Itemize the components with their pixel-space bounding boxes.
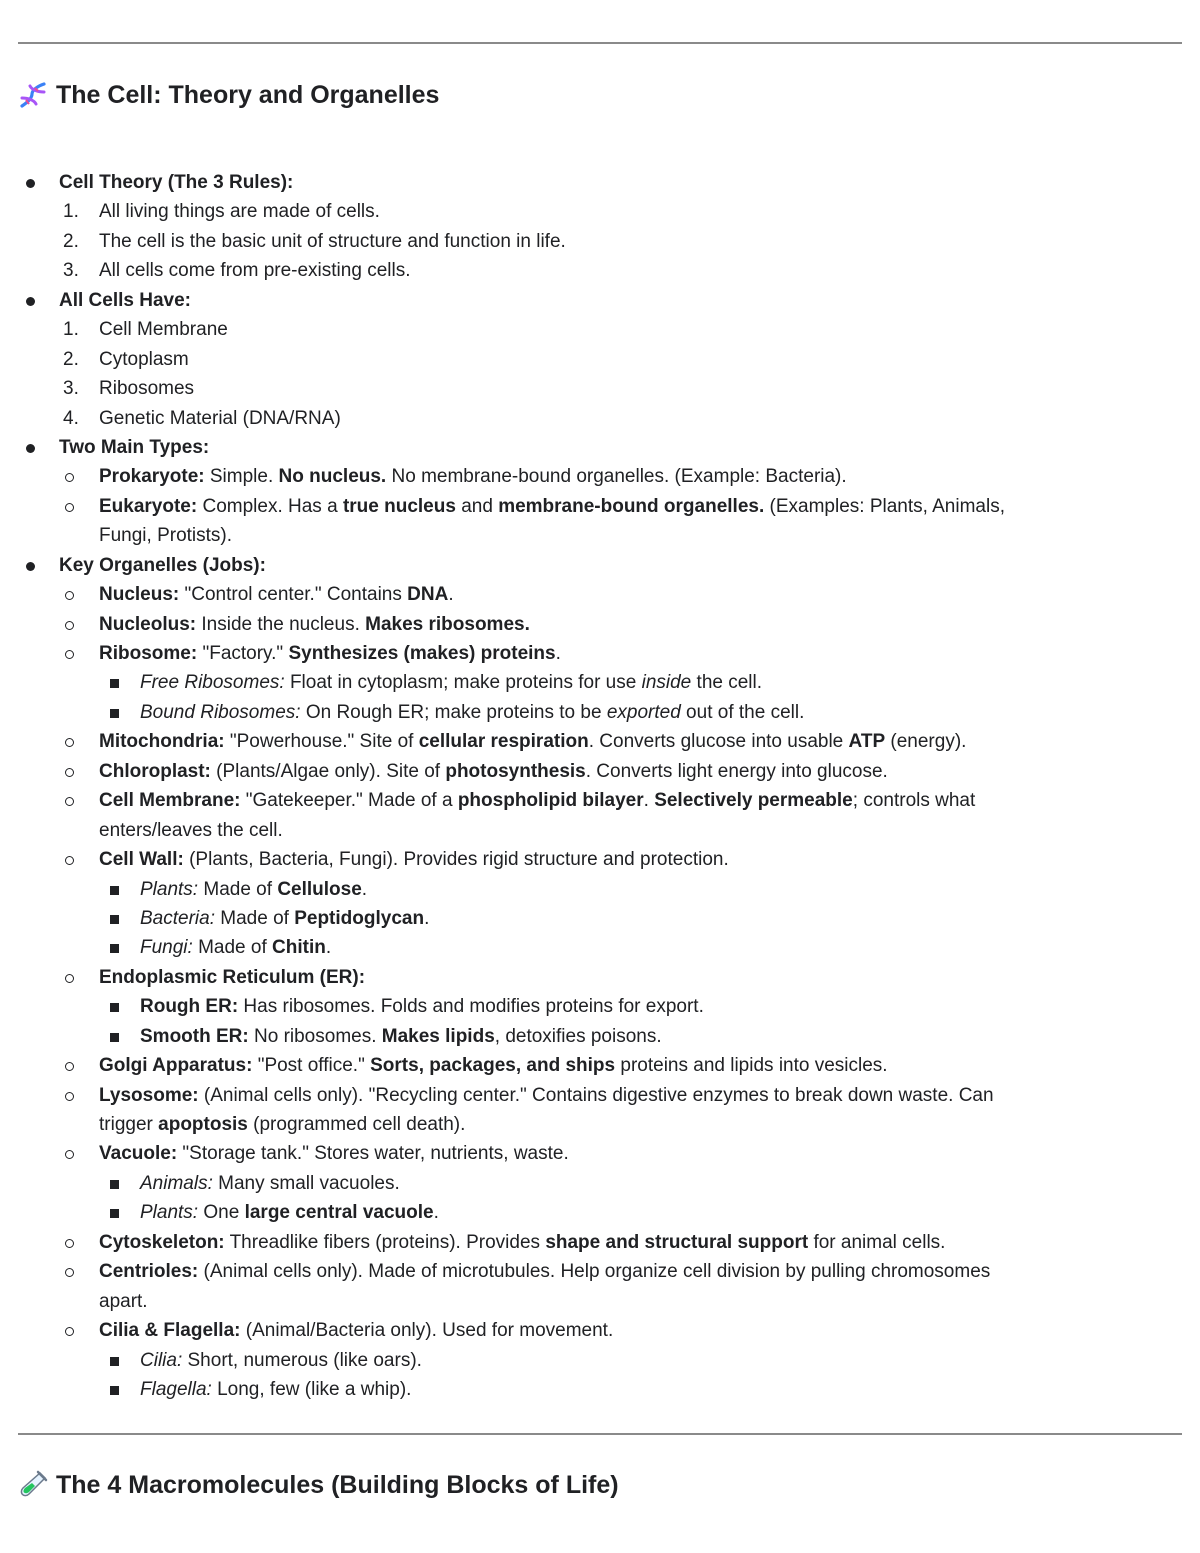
text-segment: Bound Ribosomes: [140, 701, 301, 723]
text-segment: (Examples: Plants, Animals, [764, 495, 1005, 517]
text-segment: membrane-bound organelles. [498, 495, 765, 517]
text-segment: Nucleus: [99, 584, 180, 606]
text-segment: Bacteria: [140, 907, 215, 929]
bullet-circle-icon [65, 768, 74, 777]
text-segment: Smooth ER: [140, 1025, 249, 1047]
bullet-disc-icon [26, 179, 35, 188]
text-segment: Threadlike fibers (proteins). Provides [224, 1231, 546, 1253]
text-segment: Plants: [140, 1202, 199, 1224]
text-segment: Complex. Has a [197, 495, 343, 517]
list-item [0, 1228, 1200, 1257]
text-segment: (Animal/Bacteria only). Used for movement. [240, 1320, 614, 1342]
text-segment: Makes lipids [381, 1025, 495, 1047]
text-segment: Cell Wall: [99, 849, 184, 871]
text-segment: "Control center." Contains [179, 584, 408, 606]
list-item [0, 1198, 1200, 1227]
test-tube-icon [18, 1470, 48, 1500]
text-segment: inside [641, 672, 692, 694]
bullet-square-icon [110, 944, 119, 953]
bullet-circle-icon [65, 1092, 74, 1101]
text-segment: proteins and lipids into vesicles. [615, 1055, 888, 1077]
list-item [0, 1081, 1200, 1110]
bullet-square-icon [110, 1033, 119, 1042]
text-segment: "Post office." [252, 1055, 371, 1077]
list-item [0, 1316, 1200, 1345]
bullet-circle-icon [65, 1062, 74, 1071]
section-heading-macromolecules [18, 1470, 619, 1500]
section-heading-text: The Cell: Theory and Organelles [56, 80, 440, 109]
list-item [0, 992, 1200, 1021]
list-number: 1. [63, 201, 79, 223]
bullet-square-icon [110, 1357, 119, 1366]
text-segment: The cell is the basic unit of structure and function in life. [99, 230, 566, 252]
text-segment: . [555, 643, 561, 664]
text-segment: Synthesizes (makes) proteins [288, 643, 556, 664]
text-segment: Cell Membrane [99, 319, 228, 341]
text-segment: Free Ribosomes: [140, 672, 285, 694]
text-segment: Cell Theory (The 3 Rules): [59, 172, 294, 193]
list-item [0, 315, 1200, 344]
list-item [0, 963, 1200, 992]
list-number: 2. [63, 230, 79, 252]
text-segment: Endoplasmic Reticulum (ER): [99, 966, 366, 988]
text-segment: . Converts light energy into glucose. [585, 760, 888, 782]
text-segment: out of the cell. [680, 701, 805, 723]
text-segment: Golgi Apparatus: [99, 1055, 253, 1077]
section-divider [18, 1433, 1182, 1435]
list-item [0, 727, 1200, 756]
text-segment: Chitin [272, 937, 326, 959]
text-segment: (Animal cells only). "Recycling center." Contains digestive enzymes to break down waste. Can [198, 1084, 994, 1106]
text-segment: . [448, 584, 454, 606]
text-segment: Cilia & Flagella: [99, 1320, 241, 1342]
bullet-circle-icon [65, 621, 74, 630]
text-segment: . Converts glucose into usable [588, 731, 849, 753]
text-segment: Simple. [204, 466, 279, 488]
text-segment: Cytoplasm [99, 348, 189, 370]
text-segment: apart. [99, 1290, 148, 1312]
text-segment: Lysosome: [99, 1084, 199, 1106]
notes-list [0, 168, 1200, 1404]
bullet-circle-icon [65, 974, 74, 983]
text-segment: for animal cells. [808, 1231, 946, 1253]
text-segment: Ribosomes [99, 378, 195, 400]
text-segment: trigger [99, 1114, 159, 1135]
text-segment: photosynthesis [445, 760, 586, 782]
text-segment: Flagella: [140, 1378, 212, 1400]
text-segment: "Gatekeeper." Made of a [240, 790, 458, 812]
text-segment: exported [606, 701, 681, 723]
text-segment: Two Main Types: [59, 436, 210, 458]
text-segment: cellular respiration [418, 731, 589, 753]
text-segment: Vacuole: [99, 1143, 178, 1165]
text-segment: large central vacuole [244, 1202, 434, 1224]
list-item [0, 1022, 1200, 1051]
list-item [0, 551, 1200, 580]
list-item [0, 845, 1200, 874]
bullet-circle-icon [65, 738, 74, 747]
bullet-square-icon [110, 709, 119, 718]
bullet-square-icon [110, 1180, 119, 1189]
list-item [0, 1169, 1200, 1198]
text-segment: DNA [407, 584, 449, 606]
list-item [0, 757, 1200, 786]
text-segment: enters/leaves the cell. [99, 819, 283, 841]
section-heading-text: The 4 Macromolecules (Building Blocks of Life) [56, 1470, 619, 1499]
section-heading-cell [18, 80, 439, 110]
text-segment: (programmed cell death). [247, 1114, 466, 1135]
list-item [0, 904, 1200, 933]
list-item [0, 1139, 1200, 1168]
list-item [0, 197, 1200, 226]
text-segment: Selectively permeable [654, 790, 853, 812]
list-item [0, 1287, 1200, 1316]
bullet-circle-icon [65, 1327, 74, 1336]
list-item [0, 462, 1200, 491]
text-segment: Has ribosomes. Folds and modifies proteins for export. [238, 996, 704, 1018]
text-segment: Prokaryote: [99, 466, 205, 488]
text-segment: (Plants/Algae only). Site of [210, 760, 446, 782]
text-segment: Eukaryote: [99, 495, 198, 517]
list-item [0, 433, 1200, 462]
text-segment: Many small vacuoles. [212, 1172, 400, 1194]
text-segment: Centrioles: [99, 1261, 199, 1283]
list-item [0, 875, 1200, 904]
list-item [0, 933, 1200, 962]
text-segment: Mitochondria: [99, 731, 225, 753]
text-segment: Makes ribosomes. [365, 613, 530, 635]
text-segment: Made of [214, 907, 295, 929]
top-divider [18, 42, 1182, 44]
text-segment: All Cells Have: [59, 289, 191, 311]
text-segment: ; controls what [852, 790, 976, 812]
text-segment: Chloroplast: [99, 760, 211, 782]
text-segment: Float in cytoplasm; make proteins for use [284, 672, 642, 694]
text-segment: (energy). [885, 731, 967, 753]
list-item [0, 1375, 1200, 1404]
text-segment: Ribosome: [99, 643, 198, 664]
text-segment: . [325, 937, 332, 959]
text-segment: One [198, 1202, 245, 1224]
text-segment: Made of [192, 937, 273, 959]
text-segment: the cell. [691, 672, 763, 694]
text-segment: Short, numerous (like oars). [182, 1349, 422, 1371]
text-segment: Peptidoglycan [294, 907, 425, 929]
dna-icon [18, 80, 48, 110]
list-number: 3. [63, 260, 79, 282]
bullet-square-icon [110, 1209, 119, 1218]
text-segment: Animals: [140, 1172, 213, 1194]
text-segment: Fungi: [140, 937, 193, 959]
text-segment: shape and structural support [545, 1231, 809, 1253]
bullet-circle-icon [65, 591, 74, 600]
bullet-circle-icon [65, 1268, 74, 1277]
list-number: 4. [63, 407, 79, 429]
bullet-circle-icon [65, 797, 74, 806]
bullet-disc-icon [26, 297, 35, 306]
bullet-disc-icon [26, 562, 35, 571]
text-segment: All cells come from pre-existing cells. [99, 260, 411, 282]
bullet-square-icon [110, 1386, 119, 1395]
list-item [0, 168, 1200, 197]
list-item [0, 610, 1200, 639]
text-segment: Nucleolus: [99, 613, 197, 635]
text-segment: "Factory." [197, 643, 289, 664]
list-item [0, 668, 1200, 697]
list-item [0, 286, 1200, 315]
text-segment: Inside the nucleus. [196, 613, 366, 635]
list-item [0, 786, 1200, 815]
bullet-disc-icon [26, 444, 35, 453]
text-segment: Made of [198, 878, 278, 900]
list-item [0, 345, 1200, 374]
text-segment: "Storage tank." Stores water, nutrients, waste. [177, 1143, 569, 1165]
text-segment: (Animal cells only). Made of microtubules. Help organize cell division by pulling chromosomes [198, 1261, 991, 1283]
list-number: 2. [63, 348, 79, 370]
text-segment: Plants: [140, 878, 199, 900]
list-item [0, 227, 1200, 256]
list-item [0, 1051, 1200, 1080]
text-segment: Rough ER: [140, 996, 239, 1018]
list-item [0, 698, 1200, 727]
bullet-circle-icon [65, 1239, 74, 1248]
text-segment: No ribosomes. [248, 1025, 382, 1047]
text-segment: apoptosis [158, 1114, 248, 1135]
text-segment: Sorts, packages, and ships [370, 1055, 616, 1077]
list-item [0, 256, 1200, 285]
bullet-circle-icon [65, 473, 74, 482]
list-number: 1. [63, 319, 79, 341]
text-segment: Genetic Material (DNA/RNA) [99, 407, 341, 429]
text-segment: . [433, 1202, 439, 1224]
list-item [0, 639, 1200, 668]
text-segment: On Rough ER; make proteins to be [300, 701, 607, 723]
text-segment: "Powerhouse." Site of [224, 731, 419, 753]
text-segment: Long, few (like a whip). [211, 1378, 412, 1400]
text-segment: ATP [848, 731, 886, 753]
list-item [0, 492, 1200, 521]
text-segment: true nucleus [342, 495, 456, 517]
bullet-circle-icon [65, 503, 74, 512]
text-segment: Cell Membrane: [99, 790, 241, 812]
bullet-square-icon [110, 679, 119, 688]
text-segment: phospholipid bilayer [457, 790, 644, 812]
text-segment: Cellulose [277, 878, 362, 900]
bullet-square-icon [110, 1003, 119, 1012]
text-segment: All living things are made of cells. [99, 201, 380, 223]
text-segment: Key Organelles (Jobs): [59, 554, 266, 576]
list-item [0, 816, 1200, 845]
list-item [0, 374, 1200, 403]
list-item [0, 1110, 1200, 1139]
text-segment: . [361, 878, 368, 900]
text-segment: Cilia: [140, 1349, 183, 1371]
bullet-square-icon [110, 886, 119, 895]
text-segment: . [424, 907, 430, 929]
text-segment: , detoxifies poisons. [494, 1025, 662, 1047]
list-item [0, 404, 1200, 433]
text-segment: Fungi, Protists). [99, 525, 233, 547]
list-item [0, 521, 1200, 550]
bullet-circle-icon [65, 1150, 74, 1159]
list-item [0, 1257, 1200, 1286]
text-segment: Cytoskeleton: [99, 1231, 225, 1253]
bullet-circle-icon [65, 856, 74, 865]
list-item [0, 580, 1200, 609]
text-segment: (Plants, Bacteria, Fungi). Provides rigid structure and protection. [183, 849, 729, 871]
bullet-square-icon [110, 915, 119, 924]
text-segment: No nucleus. [278, 466, 387, 488]
text-segment: . [643, 790, 655, 812]
list-number: 3. [63, 378, 79, 400]
text-segment: No membrane-bound organelles. (Example: Bacteria). [386, 466, 847, 488]
bullet-circle-icon [65, 650, 74, 659]
list-item [0, 1346, 1200, 1375]
text-segment: and [455, 495, 499, 517]
